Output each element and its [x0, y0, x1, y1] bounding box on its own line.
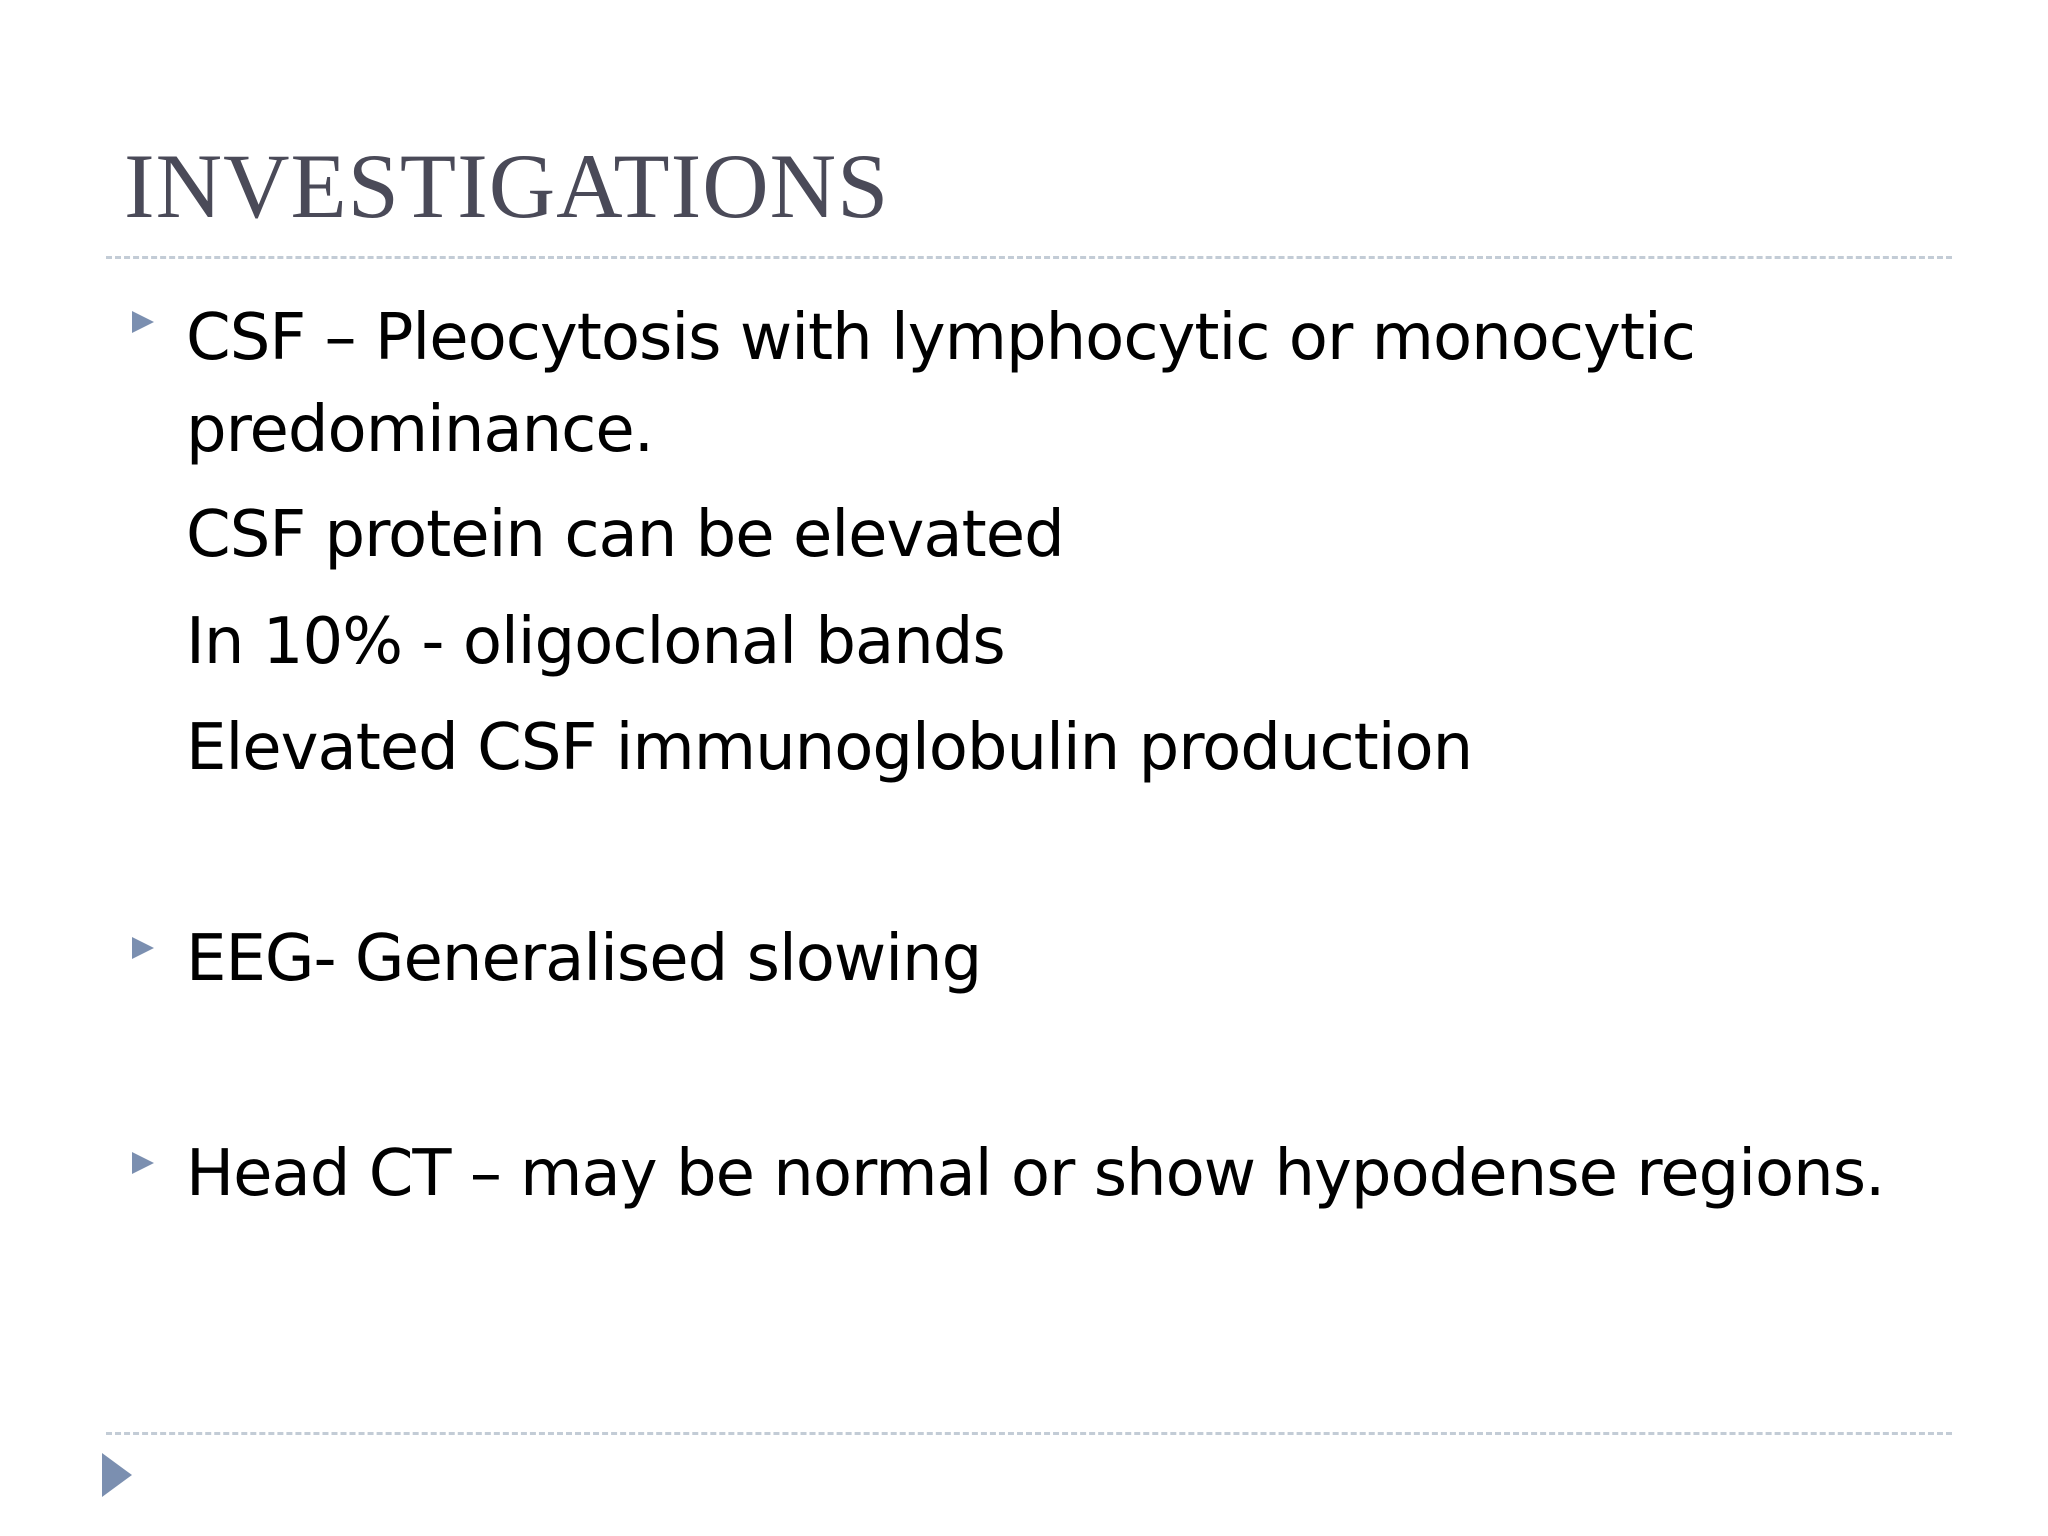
bullet-1-line-4: In 10% - oligoclonal bands	[186, 605, 1005, 679]
bullet-triangle-icon	[132, 311, 154, 333]
bullet-triangle-icon	[132, 937, 154, 959]
bullet-1-line-3: CSF protein can be elevated	[186, 498, 1064, 572]
bullet-1-line-5: Elevated CSF immunoglobulin production	[186, 711, 1473, 785]
slide-title: INVESTIGATIONS	[124, 135, 890, 237]
bullet-1-line-2: predominance.	[186, 393, 654, 467]
bullet-triangle-icon	[132, 1152, 154, 1174]
footer-divider	[106, 1432, 1952, 1435]
title-divider	[106, 256, 1952, 259]
bullet-1-line-1: CSF – Pleocytosis with lymphocytic or monocytic	[186, 301, 1695, 375]
bullet-3-line-1: Head CT – may be normal or show hypodense regions.	[186, 1137, 1885, 1211]
play-arrow-icon[interactable]	[102, 1453, 132, 1497]
bullet-2-line-1: EEG- Generalised slowing	[186, 922, 982, 996]
